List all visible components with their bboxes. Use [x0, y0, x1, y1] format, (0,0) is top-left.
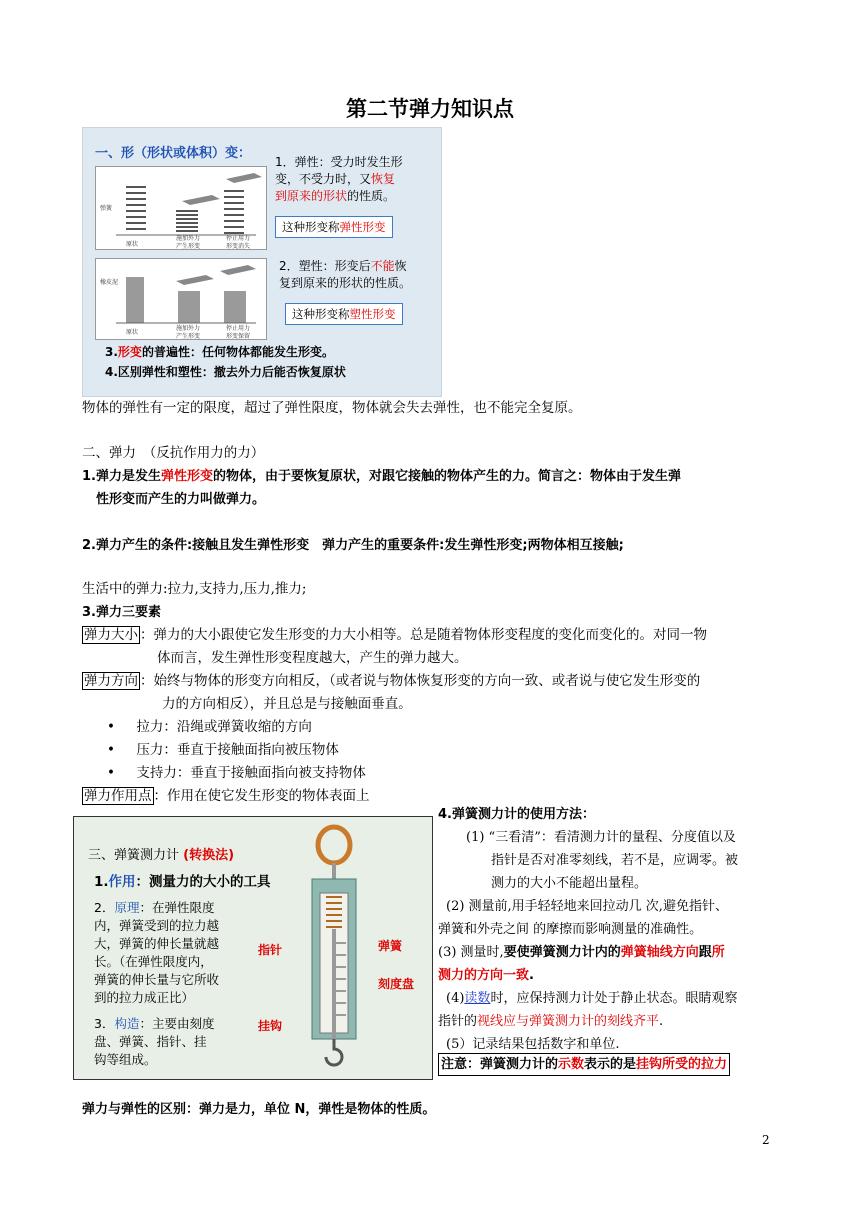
page-title: 第二节弹力知识点 [346, 97, 514, 121]
definition-line-2: 性形变而产生的力叫做弹力。 [96, 492, 266, 507]
three-elements-heading: 3.弹力三要素 [82, 605, 161, 620]
direction-line-2: 力的方向相反），并且总是与接触面垂直。 [162, 696, 412, 712]
caption-force-2: 施加外力 [176, 325, 201, 332]
bullet-pressure: • 压力：垂直于接触面指向被压物体 [107, 742, 339, 758]
plastic-label: 这种形变称塑性形变 [285, 303, 403, 325]
application-point-line: 弹力作用点 ：作用在使它发生形变的物体表面上 [84, 788, 370, 804]
caption-stop-2: 停止用力 [226, 325, 251, 332]
daily-forces-line: 生活中的弹力:拉力,支持力,压力,推力; [82, 581, 307, 597]
usage-5-line: (5）记录结果包括数字和单位. [446, 1037, 620, 1052]
fig2-use: 1.作用：测量力的大小的工具 [94, 874, 271, 890]
elastic-label: 这种形变称弹性形变 [275, 216, 393, 238]
caption-remain: 形变保留 [226, 333, 251, 340]
universality-line: 3.形变的普遍性：任何物体都能发生形变。 [105, 345, 334, 359]
definition-line-1: 1.弹力是发生弹性形变的物体，由于要恢复原状，对跟它接触的物体产生的力。简言之：物体由于发生弹 [82, 469, 682, 484]
fig2-principle-1: 2．原理：在弹性限度 [94, 900, 215, 915]
usage-4-line-2: 指针的视线应与弹簧测力计的刻线齐平. [438, 1014, 664, 1029]
direction-label: 弹力方向 [84, 673, 138, 689]
caption-original-2: 原状 [126, 329, 139, 336]
note-box: 注意：弹簧测力计的示数表示的是挂钩所受的拉力 [438, 1053, 730, 1076]
magnitude-line-1: 弹力大小 ：弹力的大小跟使它发生形变的力大小相等。总是随着物体形变程度的变化而变化的。对同一物 [84, 627, 707, 643]
dial-label: 刻度盘 [378, 977, 415, 991]
fig2-principle-3: 大，弹簧的伸长量就越 [94, 936, 220, 951]
usage-heading: 4.弹簧测力计的使用方法： [438, 807, 595, 822]
fig2-principle-4: 长。（在弹性限度内， [94, 954, 213, 969]
fig2-structure-3: 钩等组成。 [94, 1052, 157, 1067]
elastic-def-3: 到原来的形状的性质。 [275, 189, 396, 203]
caption-vanish: 形变消失 [226, 243, 251, 250]
spring-scale-figure [73, 816, 433, 1080]
elastic-limit-text: 物体的弹性有一定的限度，超过了弹性限度，物体就会失去弹性，也不能完全复原。 [82, 400, 582, 416]
usage-2-line-2: 弹簧和外壳之间 的摩擦而影响测量的准确性。 [438, 922, 703, 937]
caption-deform-2: 产生形变 [176, 333, 201, 340]
elastic-def-1: 1．弹性：受力时发生形 [275, 155, 403, 169]
fig2-principle-6: 到的拉力成正比） [94, 990, 195, 1005]
condition-line: 2.弹力产生的条件:接触且发生弹性形变 弹力产生的重要条件:发生弹性形变;两物体相互接触; [82, 538, 624, 553]
usage-1-line-2: 指针是否对准零刻线，若不是，应调零。被 [491, 853, 739, 868]
difference-line: 弹力与弹性的区别：弹力是力，单位 N，弹性是物体的性质。 [82, 1102, 436, 1117]
magnitude-label: 弹力大小 [84, 627, 138, 643]
spring-panel [95, 166, 267, 250]
caption-deform: 产生形变 [176, 243, 201, 250]
plastic-def-1: 2．塑性：形变后不能恢 [279, 259, 407, 273]
fig2-heading: 三、弹簧测力计 (转换法) [88, 848, 235, 863]
fig1-heading: 一、形（形状或体积）变： [95, 146, 252, 161]
plastic-def-2: 复到原来的形状的性质。 [279, 276, 412, 290]
fig2-structure-2: 盘、弹簧、指针、挂 [94, 1034, 207, 1049]
application-point-label: 弹力作用点 [84, 788, 152, 804]
spring-scale-illustration [294, 823, 374, 1073]
usage-2-line-1: (2) 测量前,用手轻轻地来回拉动几 次,避免指针、 [446, 899, 728, 914]
spring-label: 弹簧 [378, 939, 403, 953]
section-2-heading: 二、弹力 （反抗作用力的力） [82, 445, 265, 461]
usage-4-line-1: (4)读数时，应保持测力计处于静止状态。眼睛观察 [446, 991, 738, 1006]
fig2-principle-5: 弹簧的伸长量与它所收 [94, 972, 220, 987]
usage-1-line-1: (1) “三看清”：看清测力计的量程、分度值以及 [466, 830, 736, 845]
usage-1-line-3: 测力的大小不能超出量程。 [491, 876, 648, 891]
deformation-figure [82, 127, 442, 397]
page-number: 2 [762, 1133, 770, 1147]
usage-3-line-2: 测力的方向一致. [438, 968, 534, 983]
caption-force: 施加外力 [176, 235, 201, 242]
pointer-label: 指针 [258, 943, 283, 957]
caption-stop: 停止用力 [226, 235, 251, 242]
direction-line-1: 弹力方向 ：始终与物体的形变方向相反，（或者说与物体恢复形变的方向一致、或者说与使它发生形变的 [84, 673, 701, 689]
hook-label: 挂钩 [258, 1019, 283, 1033]
bullet-support: • 支持力：垂直于接触面指向被支持物体 [107, 765, 366, 781]
caption-original: 原状 [126, 241, 139, 248]
reading-link: 读数 [464, 991, 491, 1006]
elastic-def-2: 变，不受力时，又恢复 [275, 172, 396, 186]
caption-clay: 橡皮泥 [100, 279, 119, 286]
fig2-structure-1: 3．构造：主要由刻度 [94, 1016, 215, 1031]
magnitude-line-2: 体而言，发生弹性形变程度越大，产生的弹力越大。 [157, 650, 468, 666]
usage-3-line-1: (3) 测量时,要使弹簧测力计内的弹簧轴线方向跟所 [438, 945, 725, 960]
bullet-tension: • 拉力：沿绳或弹簧收缩的方向 [107, 719, 312, 735]
clay-panel [95, 258, 267, 340]
distinguish-line: 4.区别弹性和塑性：撤去外力后能否恢复原状 [105, 365, 346, 379]
fig2-principle-2: 内，弹簧受到的拉力越 [94, 918, 220, 933]
caption-spring: 弹簧 [100, 205, 113, 212]
